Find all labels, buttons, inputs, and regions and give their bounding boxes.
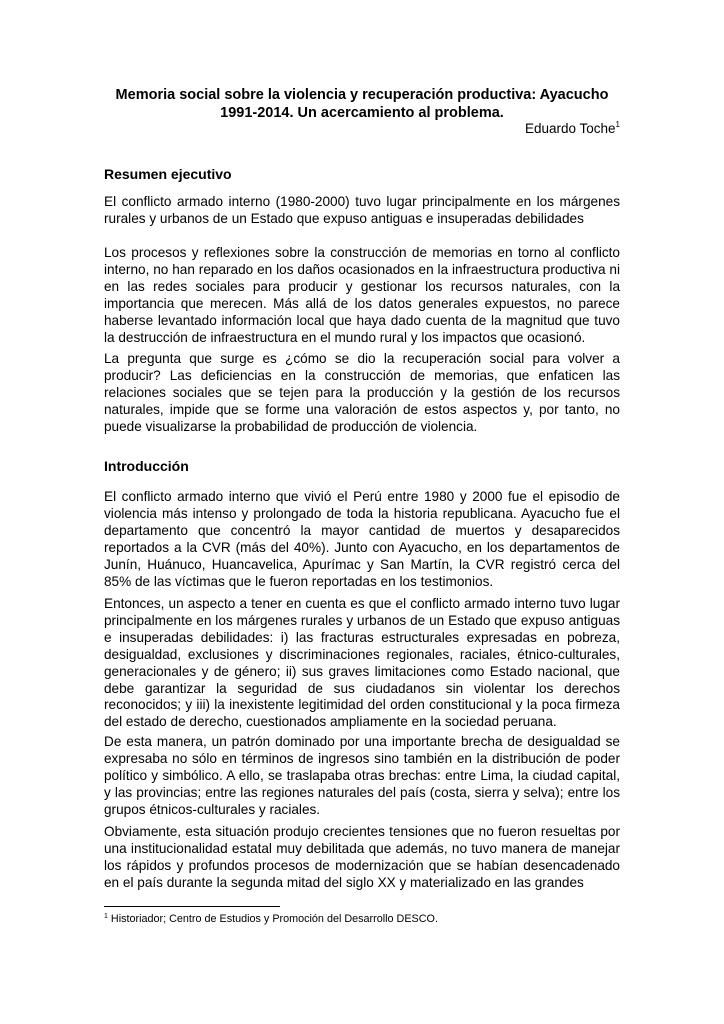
paragraph: La pregunta que surge es ¿cómo se dio la recuperación social para volver a producir? Las deficiencias en la construcción de memorias, que enfaticen las relaciones sociales que se tejen para la producción y la gestión de los recursos naturales, impide que se forme una valoración de estos aspectos y, por tanto, no puede visualizarse la probabilidad de producción de violencia. — [104, 351, 620, 434]
paragraph: Obviamente, esta situación produjo crecientes tensiones que no fueron resueltas por una institucionalidad estatal muy debilitada que además, no tuvo manera de manejar los rápidos y profundos procesos de modernización que se habían desencadenado en el país durante la segunda mitad del siglo XX y materializado en las grandes — [104, 824, 620, 890]
footnote-divider — [104, 906, 280, 907]
author-line — [380, 121, 620, 137]
footnote-text: Historiador; Centro de Estudios y Promoción del Desarrollo DESCO. — [110, 913, 438, 925]
footnote-mark[interactable]: 1 — [615, 120, 620, 129]
document-title: Memoria social sobre la violencia y recuperación productiva: Ayacucho 1991-2014. Un acercamiento al problema. — [115, 87, 609, 121]
paragraph: El conflicto armado interno (1980-2000) tuvo lugar principalmente en los márgenes rurales y urbanos de un Estado que expuso antiguas e insuperadas debilidades — [104, 194, 620, 226]
footnote — [104, 913, 620, 926]
section-heading-resumen: Resumen ejecutivo — [104, 166, 232, 182]
paragraph: De esta manera, un patrón dominado por una importante brecha de desigualdad se expresaba no sólo en términos de ingresos sino también en la distribución de poder político y simbólico. A ello, se traslapaba otras brechas: entre Lima, la ciudad capital, y las provincias; entre las regiones naturales del país (costa, sierra y selva); entre los grupos étnicos-culturales y raciales. — [104, 734, 620, 817]
paragraph: Los procesos y reflexiones sobre la construcción de memorias en torno al conflicto interno, no han reparado en los daños ocasionados en la infraestructura productiva ni en las redes sociales para producir y gestionar los recursos naturales, con la importancia que merecen. Más allá de los datos generales expuestos, no parece haberse levantado información local que haya dado cuenta de la magnitud que tuvo la destrucción de infraestructura en el mundo rural y los impactos que ocasionó. — [104, 245, 620, 345]
paragraph: Entonces, un aspecto a tener en cuenta es que el conflicto armado interno tuvo lugar principalmente en los márgenes rurales y urbanos de un Estado que expuso antiguas e insuperadas debilidades: i) las fracturas estructurales expresadas en pobreza, desigualdad, exclusiones y discriminaciones regionales, raciales, étnico-culturales, generacionales y de género; ii) sus graves limitaciones como Estado nacional, que debe garantizar la seguridad de sus ciudadanos sin violentar los derechos reconocidos; y iii) la inexistente legitimidad del orden constitucional y la poca firmeza del estado de derecho, cuestionados ampliamente en la sociedad peruana. — [104, 596, 620, 730]
author-name: Eduardo Toche — [524, 121, 616, 136]
paragraph: El conflicto armado interno que vivió el Perú entre 1980 y 2000 fue el episodio de violencia más intenso y prolongado de toda la historia republicana. Ayacucho fue el departamento que concentró la mayor cantidad de muertos y desaparecidos reportados a la CVR (más del 40%). Junto con Ayacucho, en los departamentos de Junín, Huánuco, Huancavelica, Apurímac y San Martín, la CVR registró cerca del 85% de las víctimas que le fueron reportadas en los testimonios. — [104, 489, 620, 589]
section-heading-introduccion: Introducción — [104, 458, 189, 474]
footnote-number: 1 — [104, 913, 108, 920]
